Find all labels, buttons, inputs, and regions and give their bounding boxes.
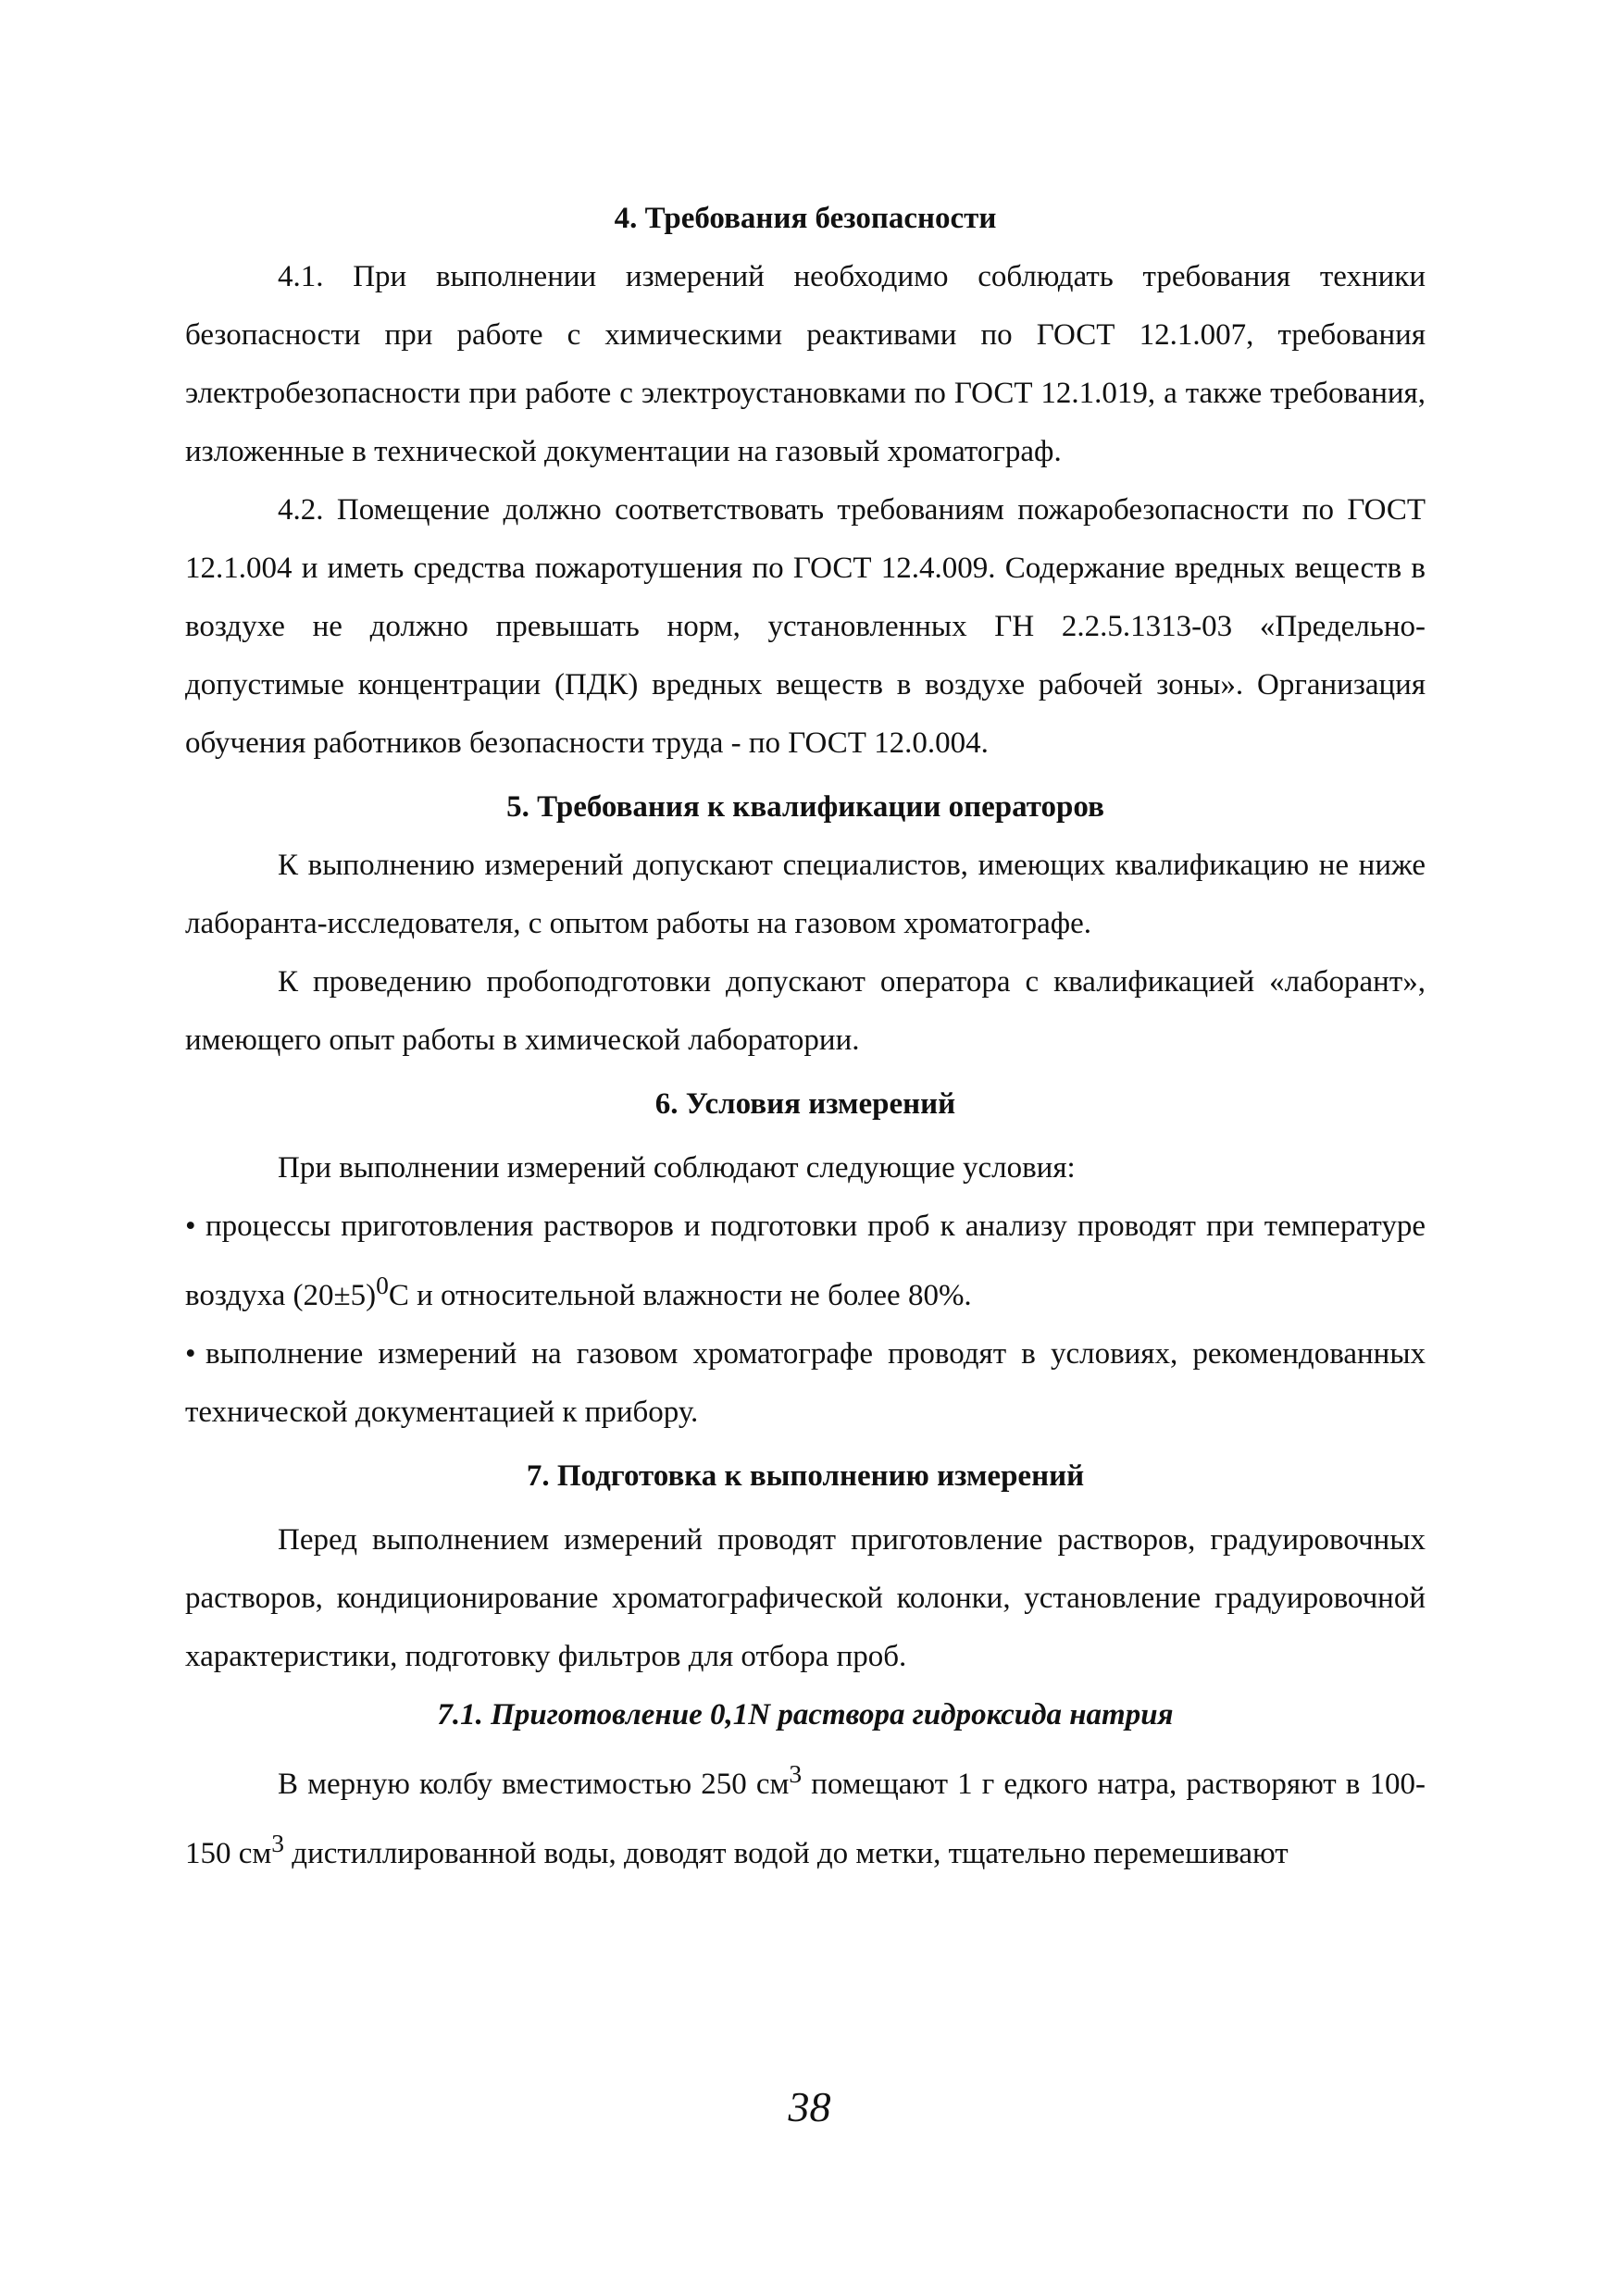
- section-7-heading: 7. Подготовка к выполнению измерений: [526, 1459, 1085, 1493]
- paragraph-7-1: Перед выполнением измерений проводят приготовление растворов, градуировочных растворов, кондиционирование хроматографической колонки, установление градуировочной характеристики, подготовку фильтров для отбора проб.: [185, 1523, 1426, 1673]
- text-fragment: дистиллированной воды, доводят водой до метки, тщательно перемешивают: [284, 1837, 1289, 1870]
- bullet-icon: •: [185, 1210, 196, 1243]
- bullet-1-text-end: С и относительной влажности не более 80%.: [388, 1279, 972, 1312]
- text-fragment: В мерную колбу вместимостью 250 см: [278, 1768, 790, 1801]
- section-5-heading: 5. Требования к квалификации операторов: [506, 790, 1104, 824]
- bullet-icon: •: [185, 1337, 196, 1371]
- paragraph-4-1: 4.1. При выполнении измерений необходимо соблюдать требования техники безопасности при работе с химическими реактивами по ГОСТ 12.1.007, требования электробезопасности при работе с электроустановками по ГОСТ 12.1.019, а также требования, изложенные в технической документации на газовый хроматограф.: [185, 260, 1426, 468]
- cube-superscript: 3: [271, 1829, 285, 1857]
- bullet-item-2: [185, 1325, 1426, 1442]
- text-fragment: помещают 1 г едкого натра, растворяют в 100-150 см: [185, 1768, 1426, 1870]
- cube-superscript: 3: [789, 1759, 803, 1788]
- section-7-1-heading: 7.1. Приготовление 0,1N раствора гидроксида натрия: [437, 1698, 1174, 1731]
- paragraph-5-1: К выполнению измерений допускают специалистов, имеющих квалификацию не ниже лаборанта-исследователя, с опытом работы на газовом хроматографе.: [185, 849, 1426, 940]
- section-4-heading: 4. Требования безопасности: [614, 202, 997, 235]
- bullet-2-text: выполнение измерений на газовом хроматографе проводят в условиях, рекомендованных технической документацией к прибору.: [185, 1337, 1426, 1429]
- bullet-1-text: процессы приготовления растворов и подготовки проб к анализу проводят при температуре воздуха (20±5): [185, 1210, 1426, 1312]
- document-body: [185, 190, 1426, 1883]
- paragraph-6-intro: При выполнении измерений соблюдают следующие условия:: [278, 1151, 1076, 1185]
- section-6-heading: 6. Условия измерений: [654, 1087, 956, 1121]
- bullet-item-1: [185, 1198, 1426, 1325]
- paragraph-5-2: К проведению пробоподготовки допускают оператора с квалификацией «лаборант», имеющего опыт работы в химической лаборатории.: [185, 965, 1426, 1057]
- page-number: 38: [788, 2083, 831, 2130]
- degree-superscript: 0: [376, 1271, 389, 1299]
- paragraph-7-1-body: [185, 1744, 1426, 1883]
- paragraph-4-2: 4.2. Помещение должно соответствовать требованиям пожаробезопасности по ГОСТ 12.1.004 и иметь средства пожаротушения по ГОСТ 12.4.009. Содержание вредных веществ в воздухе не должно превышать норм, установленных ГН 2.2.5.1313-03 «Предельно-допустимые концентрации (ПДК) вредных веществ в воздухе рабочей зоны». Организация обучения работников безопасности труда - по ГОСТ 12.0.004.: [185, 493, 1426, 760]
